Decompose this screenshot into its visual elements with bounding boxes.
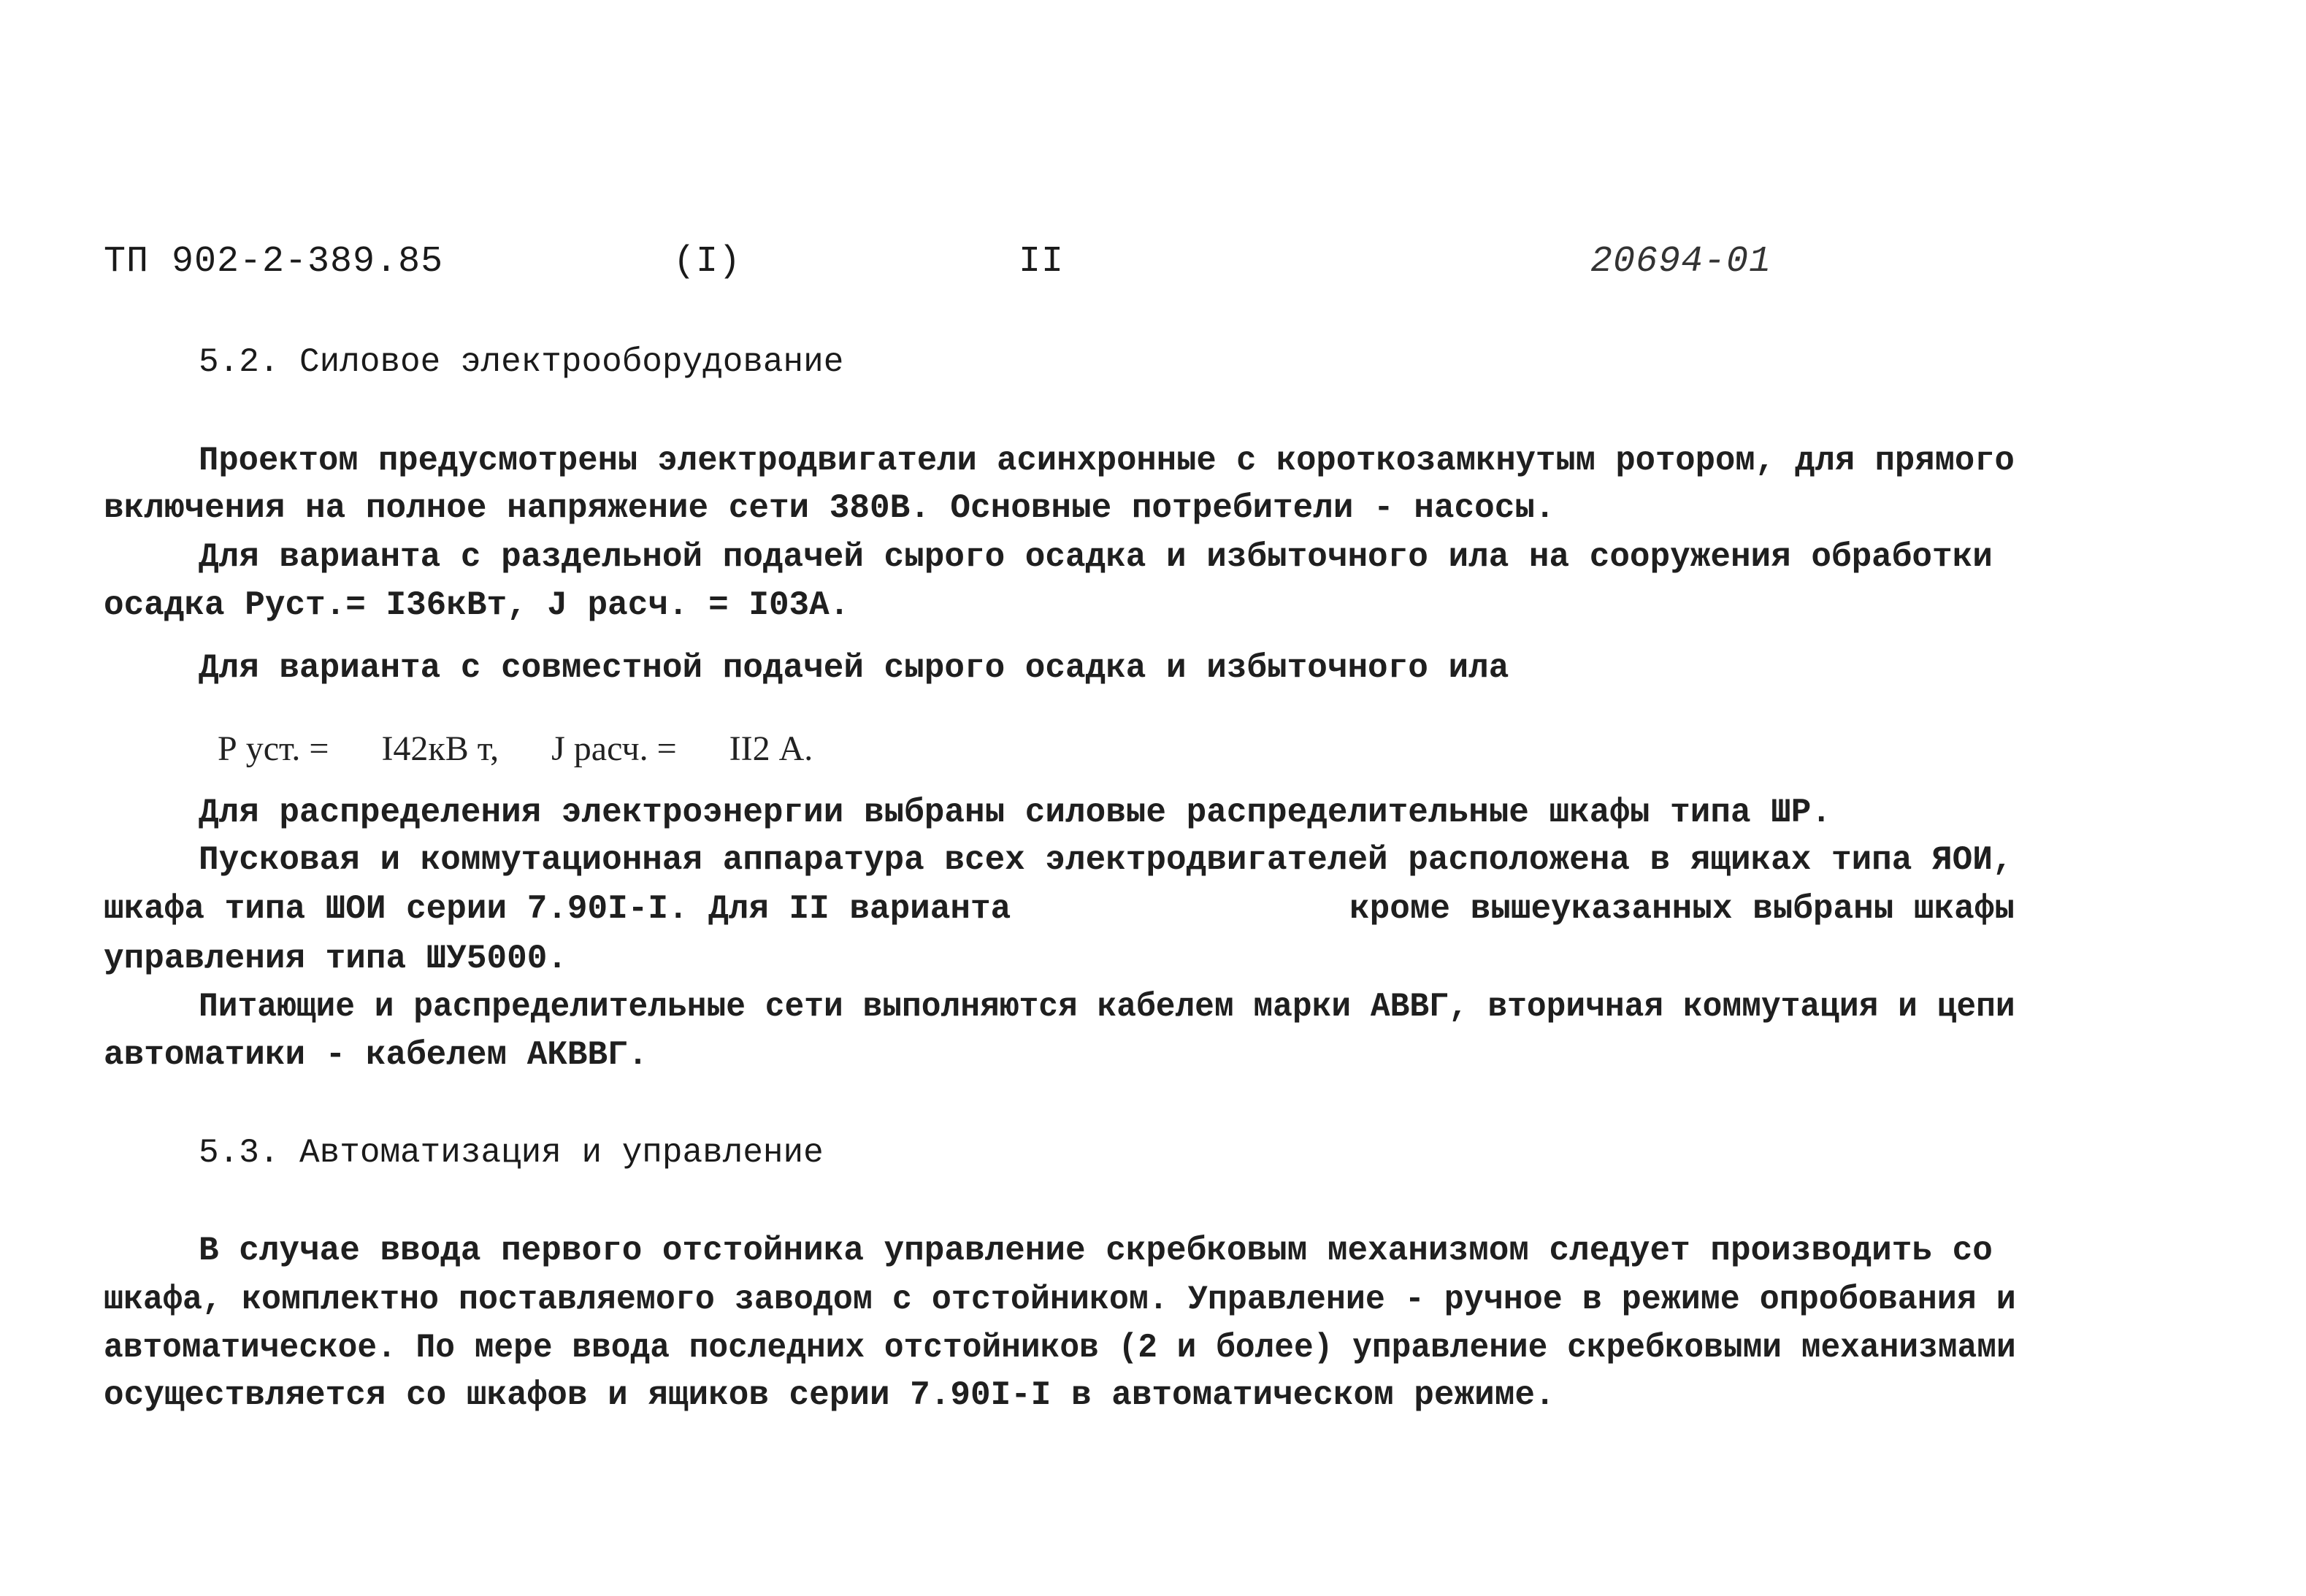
section-5-2-title: 5.2. Силовое электрооборудование <box>199 343 844 381</box>
current-label: J расч. = <box>551 729 677 768</box>
paragraph-line: шкафа типа ШОИ серии 7.90I-I. Для II варианта <box>104 890 1011 928</box>
paragraph-line: Для варианта с раздельной подачей сырого осадка и избыточного ила на сооружения обработки <box>199 538 1993 576</box>
paragraph-line: осуществляется со шкафов и ящиков серии 7.90I-I в автоматическом режиме. <box>104 1376 1555 1414</box>
paragraph-line: кроме вышеуказанных выбраны шкафы <box>1349 890 2015 928</box>
page-number: II <box>1019 241 1065 283</box>
paragraph-line: управления типа ШУ5000. <box>104 940 567 978</box>
paragraph-line: Питающие и распределительные сети выполняются кабелем марки АВВГ, вторичная коммутация и цепи <box>199 988 2015 1026</box>
section-5-3-title: 5.3. Автоматизация и управление <box>199 1134 824 1172</box>
paragraph-line: Пусковая и коммутационная аппаратура всех электродвигателей расположена в ящиках типа ЯОИ, <box>199 841 2013 879</box>
paragraph-line: шкафа, комплектно поставляемого заводом с отстойником. Управление - ручное в режиме опробования и <box>104 1281 2016 1319</box>
paragraph-line: Для распределения электроэнергии выбраны силовые распределительные шкафы типа ШР. <box>199 794 1831 832</box>
paragraph-line: В случае ввода первого отстойника управление скребковым механизмом следует производить со <box>199 1232 1993 1270</box>
paragraph-line: включения на полное напряжение сети 380В. Основные потребители - насосы. <box>104 489 1555 527</box>
album-number: 20694-01 <box>1590 241 1772 283</box>
paragraph-line: автоматики - кабелем АКВВГ. <box>104 1036 648 1074</box>
copy-number: (I) <box>673 241 742 283</box>
paragraph-line: автоматическое. По мере ввода последних отстойников (2 и более) управление скребковыми механизмами <box>104 1329 2016 1367</box>
paragraph-line: Проектом предусмотрены электродвигатели асинхронные с короткозамкнутым ротором, для прямого <box>199 442 2015 480</box>
power-value: I42кВ т, <box>381 729 499 768</box>
paragraph-line: Для варианта с совместной подачей сырого осадка и избыточного ила <box>199 649 1509 687</box>
power-label: Р уст. = <box>218 729 329 768</box>
power-formula <box>218 729 857 769</box>
paragraph-line: осадка Руст.= I36кВт, J расч. = I03А. <box>104 586 850 624</box>
current-value: II2 А. <box>729 729 813 768</box>
document-code: ТП 902-2-389.85 <box>104 241 444 283</box>
